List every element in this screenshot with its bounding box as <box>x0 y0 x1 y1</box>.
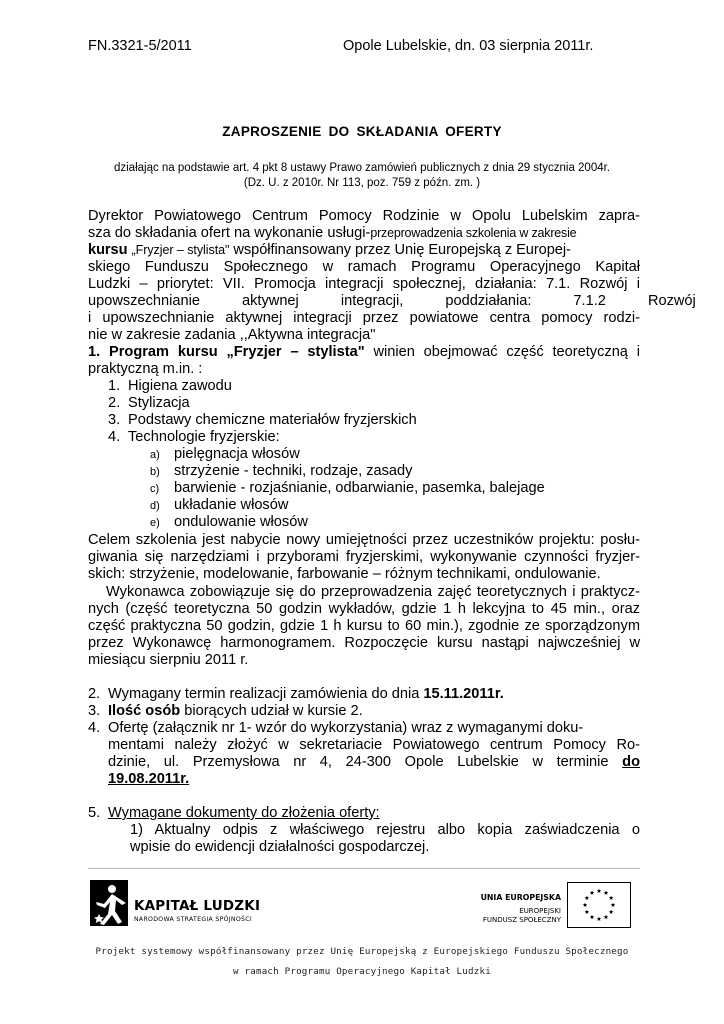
point-4-cont: mentami należy złożyć w sekretariacie Powiatowego centrum Pomocy Ro- <box>108 737 640 753</box>
sub-list-item: e) ondulowanie włosów <box>150 514 308 530</box>
contractor-line: nych (część teoretyczna 50 godzin wykładów, gdzie 1 h lekcyjna to 45 min., oraz <box>88 601 640 617</box>
eu-star-icon <box>611 903 616 907</box>
point-4: 4. Ofertę (załącznik nr 1- wzór do wykorzystania) wraz z wymaganymi doku- <box>88 720 584 736</box>
goal-line: giwania się narzędziami i przyborami fryzjerskimi, wykonywanie czynności fryzjer- <box>88 549 640 565</box>
eu-flag-icon <box>567 882 631 928</box>
eu-fund-line: EUROPEJSKI <box>519 907 561 915</box>
eu-star-icon <box>609 910 614 914</box>
eu-star-icon <box>590 915 595 919</box>
intro-line: skiego Funduszu Społecznego w ramach Programu Operacyjnego Kapitał <box>88 259 640 275</box>
list-item: 2. Stylizacja <box>108 395 190 411</box>
eu-star-icon <box>604 915 609 919</box>
eu-star-icon <box>590 890 595 894</box>
deadline-date: 19.08.2011r. <box>108 771 190 787</box>
sub-list-item: a) pielęgnacja włosów <box>150 446 300 462</box>
program-heading: 1. Program kursu „Fryzjer – stylista" winien obejmować część teoretyczną i <box>88 344 641 360</box>
intro-line: Ludzki – priorytet: VII. Promocja integracji społecznej, działania: 7.1. Rozwój i <box>88 276 640 292</box>
list-item: 1. Higiena zawodu <box>108 378 232 394</box>
eu-star-icon <box>597 889 602 893</box>
contractor-line: Wykonawca zobowiązuje się do przeprowadzenia zajęć teoretycznych i praktycz- <box>106 584 640 600</box>
sub-list-item: c) barwienie - rozjaśnianie, odbarwianie, pasemka, balejage <box>150 480 545 496</box>
eu-star-icon <box>583 903 588 907</box>
legal-basis-line-1: działając na podstawie art. 4 pkt 8 ustawy Prawo zamówień publicznych z dnia 29 stycznia 2004r. <box>113 162 611 174</box>
eu-star-icon <box>585 910 590 914</box>
eu-fund-line: FUNDUSZ SPOŁECZNY <box>482 916 561 924</box>
point-5: 5. Wymagane dokumenty do złożenia oferty: <box>88 805 380 821</box>
contractor-line: miesiącu sierpniu 2011 r. <box>88 652 249 668</box>
eu-star-icon <box>604 890 609 894</box>
footer-line-1: Projekt systemowy współfinansowany przez Unię Europejską z Europejskiego Funduszu Społecznego <box>95 946 629 957</box>
list-item: 3. Podstawy chemiczne materiałów fryzjerskich <box>108 412 417 428</box>
kapital-ludzki-title: KAPITAŁ LUDZKI <box>134 898 261 914</box>
eu-title: UNIA EUROPEJSKA <box>480 893 561 902</box>
intro-line: kursu „Fryzjer – stylista" współfinansowany przez Unię Europejską z Europej- <box>88 242 571 258</box>
legal-basis-line-2: (Dz. U. z 2010r. Nr 113, poz. 759 z późn. zm. ) <box>243 177 481 189</box>
list-item: 4. Technologie fryzjerskie: <box>108 429 280 445</box>
document-reference: FN.3321-5/2011 <box>88 38 192 54</box>
place-and-date: Opole Lubelskie, dn. 03 sierpnia 2011r. <box>343 38 594 54</box>
intro-line: Dyrektor Powiatowego Centrum Pomocy Rodzinie w Opolu Lubelskim zapra- <box>88 208 640 224</box>
contractor-line: przez Wykonawcę harmonogramem. Rozpoczęcie kursu nastąpi najwcześniej w <box>88 635 640 651</box>
kapital-ludzki-subtitle: NARODOWA STRATEGIA SPÓJNOŚCI <box>134 916 252 923</box>
eu-star-icon <box>585 896 590 900</box>
eu-star-icon <box>597 917 602 921</box>
sub-list-item: d) układanie włosów <box>150 497 289 513</box>
intro-line: nie w zakresie zadania ,,Aktywna integracja" <box>88 327 376 343</box>
intro-line: upowszechnianie aktywnej integracji, poddziałania: 7.1.2 Rozwój <box>88 293 696 309</box>
footer-line-2: w ramach Programu Operacyjnego Kapitał Ludzki <box>233 966 491 977</box>
point-3: 3. Ilość osób biorących udział w kursie 2. <box>88 703 363 719</box>
point-5-sub: 1) Aktualny odpis z właściwego rejestru albo kopia zaświadczenia o <box>130 822 640 838</box>
goal-line: skich: strzyżenie, modelowanie, farbowanie – różnym technikami, ondulowanie. <box>88 566 601 582</box>
intro-line: sza do składania ofert na wykonanie usługi-przeprowadzenia szkolenia w zakresie <box>88 225 577 241</box>
document-title: ZAPROSZENIE DO SKŁADANIA OFERTY <box>222 124 502 139</box>
point-2: 2. Wymagany termin realizacji zamówienia do dnia 15.11.2011r. <box>88 686 504 702</box>
footer-divider <box>88 868 640 869</box>
goal-line: Celem szkolenia jest nabycie nowy umiejętności przez uczestników projektu: posłu- <box>88 532 640 548</box>
intro-line: i upowszechnianie aktywnej integracji przez powiatowe centra pomocy rodzi- <box>88 310 640 326</box>
eu-star-icon <box>609 896 614 900</box>
sub-list-item: b) strzyżenie - techniki, rodzaje, zasady <box>150 463 413 479</box>
program-heading-cont: praktyczną m.in. : <box>88 361 203 377</box>
point-5-sub: wpisie do ewidencji działalności gospodarczej. <box>130 839 430 855</box>
contractor-line: część praktyczna 50 godzin, gdzie 1 h kursu to 60 min.), zgodnie ze sporządzonym <box>88 618 640 634</box>
point-4-cont: dzinie, ul. Przemysłowa nr 4, 24-300 Opole Lubelskie w terminie do <box>108 754 640 770</box>
